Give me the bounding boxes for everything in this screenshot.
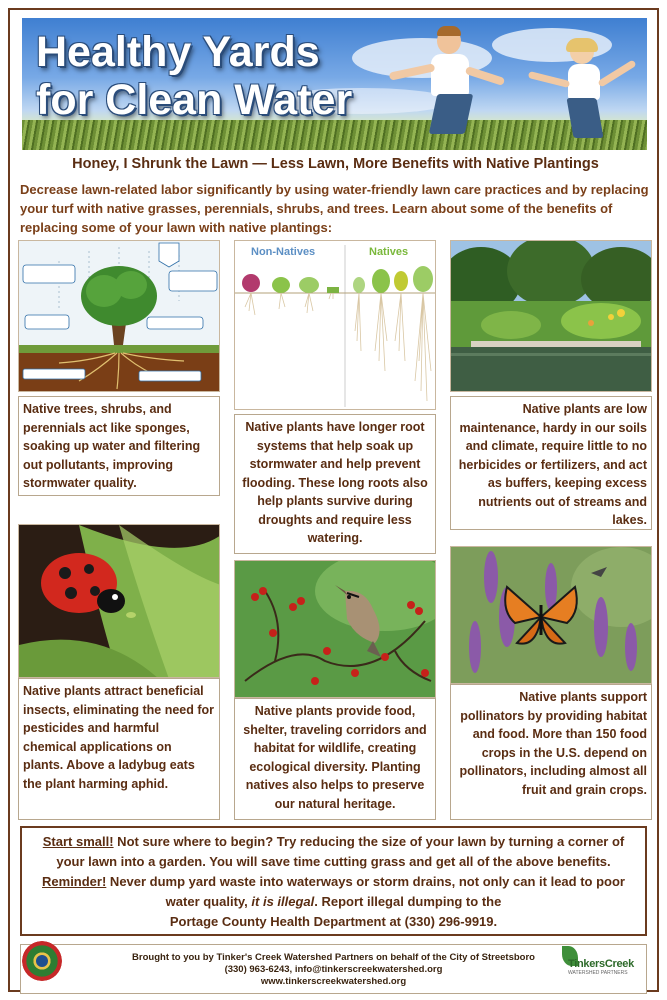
tinkers-creek-logo [562, 944, 632, 980]
card-2-caption: Native plants have longer root systems that help soak up stormwater and help prevent flooding. These long roots also help plants survive during droughts and require less watering. [234, 414, 436, 554]
non-natives-label: Non-Natives [251, 246, 316, 258]
streetsboro-seal-logo [22, 941, 62, 981]
illegal-text: it is illegal [251, 894, 315, 909]
title-line-1: Healthy Yards [36, 28, 320, 76]
poster-subtitle: Honey, I Shrunk the Lawn — Less Lawn, More Benefits with Native Plantings [72, 156, 599, 172]
credits-line-1: Brought to you by Tinker's Creek Watershed Partners on behalf of the City of Streetsboro [132, 952, 535, 963]
natives-label: Natives [369, 246, 409, 258]
card-1-caption: Native trees, shrubs, and perennials act like sponges, soaking up water and filtering out pollutants, improving stormwater quality. [18, 396, 220, 496]
reminder-text: Never dump yard waste into waterways or storm drains, not only can it lead to poor water quality, [106, 874, 625, 909]
logo-name: TinkersCreek [568, 958, 634, 970]
credits-line-3: www.tinkerscreekwatershed.org [260, 976, 407, 987]
credits-footer [20, 944, 647, 994]
running-boy-image [407, 28, 497, 143]
start-small-label: Start small! [42, 834, 114, 849]
poster [8, 8, 659, 992]
intro-paragraph: Decrease lawn-related labor significantly by using water-friendly lawn care practices and by replacing your turf with native grasses, perennials, shrubs, and trees. Learn about some of the benefits of replacing some of your lawn with native plantings: [20, 182, 649, 235]
report-text: . Report illegal dumping to the [314, 894, 502, 909]
running-girl-image [542, 40, 632, 145]
ladybug-photo [18, 524, 220, 678]
native-roots-chart-image [234, 240, 436, 410]
native-pond-garden-photo [450, 240, 652, 392]
logo-subtitle: WATERSHED PARTNERS [568, 970, 628, 976]
poster-title [36, 28, 352, 124]
start-small-text: Not sure where to begin? Try reducing the size of your lawn by turning a corner of your lawn into a garden. You will save time cutting grass and get all of the above benefits. [56, 834, 625, 869]
monarch-butterfly-photo [450, 546, 652, 684]
banner-photo [22, 18, 647, 150]
reminder-label: Reminder! [42, 874, 107, 889]
tree-water-diagram-image [18, 240, 220, 392]
card-5-caption: Native plants provide food, shelter, traveling corridors and habitat for wildlife, creating ecological diversity. Planting natives also helps to preserve our natural heritage. [234, 698, 436, 820]
credits-line-2: (330) 963-6243, info@tinkerscreekwatershed.org [224, 964, 443, 975]
card-3-caption: Native plants are low maintenance, hardy in our soils and climate, require little to no herbicides or fertilizers, and act as buffers, keeping excess nutrients out of streams and lakes. [450, 396, 652, 530]
health-dept-contact: Portage County Health Department at (330) 296-9919. [169, 914, 498, 929]
title-line-2: for Clean Water [36, 76, 353, 124]
card-4-caption: Native plants attract beneficial insects, eliminating the need for pesticides and harmful chemical applications on plants. Above a ladybug eats the plant harming aphid. [18, 678, 220, 820]
cedar-waxwing-photo [234, 560, 436, 698]
call-to-action-box [20, 826, 647, 936]
card-6-caption: Native plants support pollinators by providing habitat and food. More than 150 food crops in the U.S. depend on pollinators, including almost all fruit and grain crops. [450, 684, 652, 820]
